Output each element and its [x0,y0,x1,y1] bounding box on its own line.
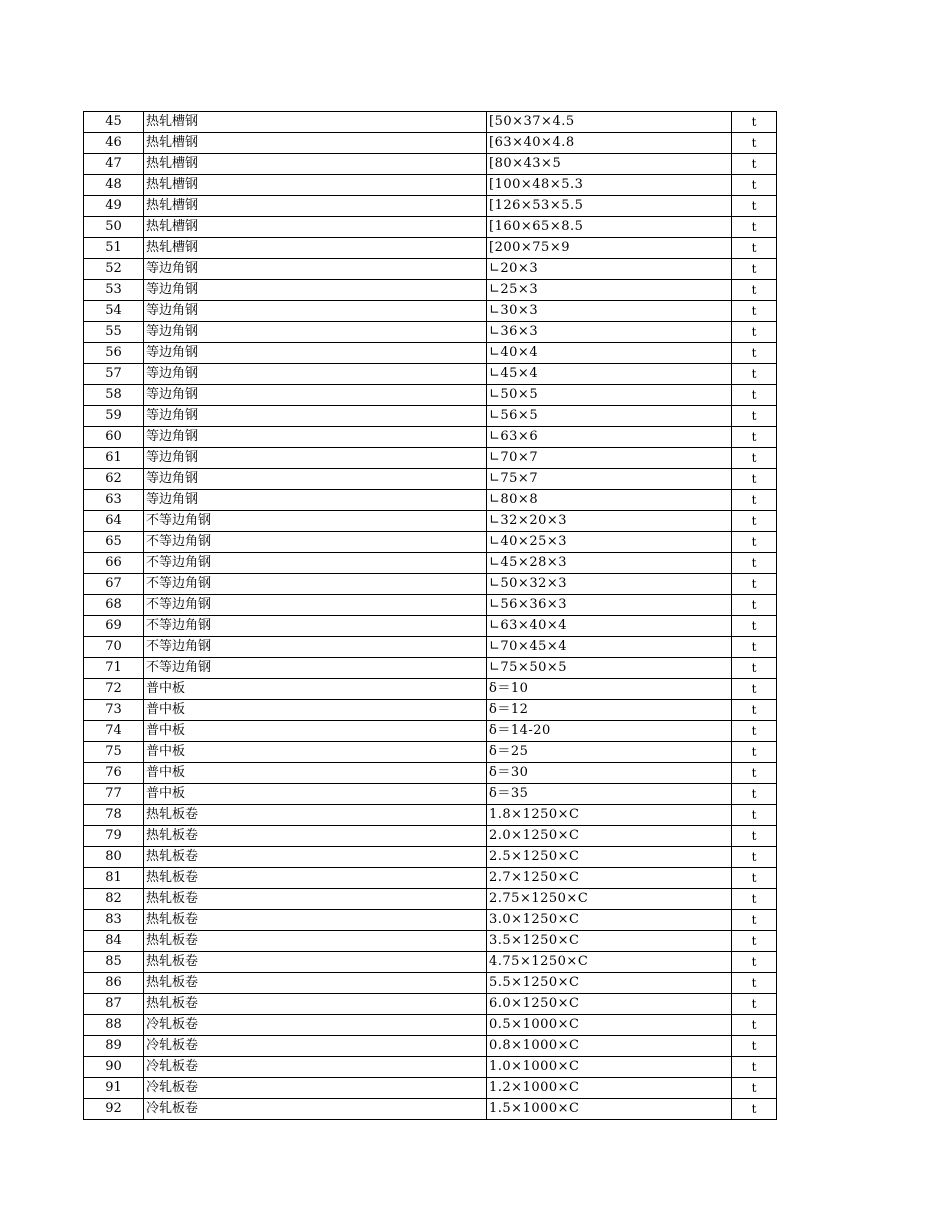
material-name-cell: 冷轧板卷 [144,1015,487,1036]
row-number-cell: 70 [84,637,144,658]
material-name-cell: 等边角钢 [144,322,487,343]
unit-cell: t [732,595,777,616]
unit-cell: t [732,763,777,784]
unit-cell: t [732,448,777,469]
table-row [84,553,777,574]
row-number-cell: 55 [84,322,144,343]
unit-cell: t [732,301,777,322]
specification-cell: δ＝12 [487,700,732,721]
row-number-cell: 64 [84,511,144,532]
table-row [84,658,777,679]
specification-cell: ∟63×40×4 [487,616,732,637]
row-number-cell: 58 [84,385,144,406]
row-number-cell: 92 [84,1099,144,1120]
material-name-cell: 等边角钢 [144,427,487,448]
material-name-cell: 热轧槽钢 [144,238,487,259]
table-row [84,763,777,784]
unit-cell: t [732,175,777,196]
unit-cell: t [732,112,777,133]
unit-cell: t [732,742,777,763]
row-number-cell: 60 [84,427,144,448]
unit-cell: t [732,364,777,385]
material-name-cell: 等边角钢 [144,343,487,364]
row-number-cell: 62 [84,469,144,490]
unit-cell: t [732,868,777,889]
specification-cell: 2.0×1250×C [487,826,732,847]
material-name-cell: 热轧板卷 [144,826,487,847]
row-number-cell: 84 [84,931,144,952]
unit-cell: t [732,1036,777,1057]
unit-cell: t [732,427,777,448]
table-row [84,175,777,196]
table-row [84,1057,777,1078]
row-number-cell: 83 [84,910,144,931]
unit-cell: t [732,385,777,406]
specification-cell: ∟75×50×5 [487,658,732,679]
material-name-cell: 等边角钢 [144,385,487,406]
material-name-cell: 不等边角钢 [144,511,487,532]
material-name-cell: 不等边角钢 [144,532,487,553]
row-number-cell: 59 [84,406,144,427]
material-name-cell: 等边角钢 [144,259,487,280]
table-row [84,805,777,826]
table-row [84,889,777,910]
specification-cell: 2.7×1250×C [487,868,732,889]
row-number-cell: 88 [84,1015,144,1036]
table-row [84,847,777,868]
unit-cell: t [732,994,777,1015]
unit-cell: t [732,658,777,679]
material-name-cell: 普中板 [144,742,487,763]
material-name-cell: 热轧板卷 [144,994,487,1015]
material-name-cell: 热轧板卷 [144,910,487,931]
table-row [84,280,777,301]
specification-cell: ∟63×6 [487,427,732,448]
unit-cell: t [732,532,777,553]
unit-cell: t [732,805,777,826]
material-name-cell: 等边角钢 [144,448,487,469]
specification-cell: ∟56×5 [487,406,732,427]
table-row [84,616,777,637]
unit-cell: t [732,1057,777,1078]
table-row [84,1036,777,1057]
row-number-cell: 85 [84,952,144,973]
table-row [84,1099,777,1120]
specification-cell: [63×40×4.8 [487,133,732,154]
material-name-cell: 不等边角钢 [144,658,487,679]
specification-cell: 0.8×1000×C [487,1036,732,1057]
unit-cell: t [732,826,777,847]
table-row [84,679,777,700]
table-row [84,1078,777,1099]
table-row [84,364,777,385]
table-row [84,154,777,175]
row-number-cell: 75 [84,742,144,763]
table-row [84,259,777,280]
material-name-cell: 热轧槽钢 [144,154,487,175]
row-number-cell: 71 [84,658,144,679]
material-name-cell: 热轧板卷 [144,805,487,826]
specification-cell: [160×65×8.5 [487,217,732,238]
material-name-cell: 不等边角钢 [144,553,487,574]
unit-cell: t [732,931,777,952]
unit-cell: t [732,700,777,721]
table-row [84,196,777,217]
row-number-cell: 51 [84,238,144,259]
row-number-cell: 81 [84,868,144,889]
specification-cell: 1.5×1000×C [487,1099,732,1120]
specification-cell: ∟40×25×3 [487,532,732,553]
table-row [84,469,777,490]
row-number-cell: 78 [84,805,144,826]
specification-cell: 3.0×1250×C [487,910,732,931]
table-row [84,343,777,364]
row-number-cell: 45 [84,112,144,133]
material-name-cell: 热轧槽钢 [144,175,487,196]
table-row [84,742,777,763]
specification-cell: 0.5×1000×C [487,1015,732,1036]
table-row [84,511,777,532]
table-row [84,700,777,721]
specification-cell: δ＝10 [487,679,732,700]
specification-cell: [126×53×5.5 [487,196,732,217]
table-row [84,448,777,469]
material-name-cell: 普中板 [144,679,487,700]
unit-cell: t [732,259,777,280]
table-row [84,112,777,133]
unit-cell: t [732,784,777,805]
specification-cell: 6.0×1250×C [487,994,732,1015]
table-row [84,490,777,511]
unit-cell: t [732,847,777,868]
row-number-cell: 72 [84,679,144,700]
material-name-cell: 不等边角钢 [144,574,487,595]
row-number-cell: 50 [84,217,144,238]
table-body [84,112,777,1120]
table-row [84,238,777,259]
specification-cell: ∟50×5 [487,385,732,406]
material-name-cell: 热轧板卷 [144,973,487,994]
specification-cell: [80×43×5 [487,154,732,175]
material-name-cell: 热轧板卷 [144,889,487,910]
unit-cell: t [732,238,777,259]
unit-cell: t [732,322,777,343]
unit-cell: t [732,574,777,595]
specification-cell: ∟25×3 [487,280,732,301]
specification-cell: 5.5×1250×C [487,973,732,994]
specification-cell: ∟30×3 [487,301,732,322]
unit-cell: t [732,637,777,658]
material-name-cell: 热轧槽钢 [144,112,487,133]
unit-cell: t [732,721,777,742]
table-row [84,574,777,595]
unit-cell: t [732,490,777,511]
material-name-cell: 冷轧板卷 [144,1057,487,1078]
row-number-cell: 74 [84,721,144,742]
material-name-cell: 普中板 [144,784,487,805]
specification-cell: 1.2×1000×C [487,1078,732,1099]
specification-cell: ∟20×3 [487,259,732,280]
material-name-cell: 热轧板卷 [144,952,487,973]
table-row [84,1015,777,1036]
table-row [84,784,777,805]
row-number-cell: 66 [84,553,144,574]
row-number-cell: 48 [84,175,144,196]
row-number-cell: 79 [84,826,144,847]
material-name-cell: 等边角钢 [144,301,487,322]
steel-spec-table [83,111,777,1120]
unit-cell: t [732,133,777,154]
unit-cell: t [732,889,777,910]
table-row [84,826,777,847]
material-name-cell: 等边角钢 [144,364,487,385]
material-name-cell: 普中板 [144,700,487,721]
material-name-cell: 等边角钢 [144,469,487,490]
table-row [84,931,777,952]
row-number-cell: 86 [84,973,144,994]
table-row [84,532,777,553]
row-number-cell: 49 [84,196,144,217]
specification-cell: [100×48×5.3 [487,175,732,196]
material-name-cell: 不等边角钢 [144,595,487,616]
specification-cell: 3.5×1250×C [487,931,732,952]
row-number-cell: 89 [84,1036,144,1057]
row-number-cell: 68 [84,595,144,616]
unit-cell: t [732,910,777,931]
specification-cell: ∟56×36×3 [487,595,732,616]
row-number-cell: 56 [84,343,144,364]
material-name-cell: 热轧板卷 [144,847,487,868]
unit-cell: t [732,343,777,364]
row-number-cell: 80 [84,847,144,868]
specification-cell: ∟45×4 [487,364,732,385]
material-name-cell: 热轧板卷 [144,868,487,889]
specification-cell: ∟32×20×3 [487,511,732,532]
specification-cell: ∟70×45×4 [487,637,732,658]
unit-cell: t [732,406,777,427]
specification-cell: δ＝25 [487,742,732,763]
row-number-cell: 69 [84,616,144,637]
row-number-cell: 61 [84,448,144,469]
row-number-cell: 82 [84,889,144,910]
material-name-cell: 普中板 [144,763,487,784]
unit-cell: t [732,616,777,637]
material-name-cell: 冷轧板卷 [144,1078,487,1099]
specification-cell: ∟50×32×3 [487,574,732,595]
specification-cell: δ＝14-20 [487,721,732,742]
unit-cell: t [732,553,777,574]
unit-cell: t [732,679,777,700]
material-name-cell: 普中板 [144,721,487,742]
material-name-cell: 热轧板卷 [144,931,487,952]
specification-cell: ∟70×7 [487,448,732,469]
unit-cell: t [732,154,777,175]
material-name-cell: 不等边角钢 [144,637,487,658]
table-row [84,322,777,343]
table-row [84,427,777,448]
row-number-cell: 77 [84,784,144,805]
row-number-cell: 63 [84,490,144,511]
table-row [84,385,777,406]
row-number-cell: 46 [84,133,144,154]
unit-cell: t [732,973,777,994]
specification-cell: [200×75×9 [487,238,732,259]
specification-cell: ∟75×7 [487,469,732,490]
row-number-cell: 53 [84,280,144,301]
table-row [84,973,777,994]
unit-cell: t [732,469,777,490]
unit-cell: t [732,1015,777,1036]
row-number-cell: 57 [84,364,144,385]
specification-cell: 4.75×1250×C [487,952,732,973]
unit-cell: t [732,1099,777,1120]
material-name-cell: 热轧槽钢 [144,133,487,154]
specification-cell: ∟40×4 [487,343,732,364]
material-name-cell: 等边角钢 [144,406,487,427]
specification-cell: ∟36×3 [487,322,732,343]
row-number-cell: 47 [84,154,144,175]
row-number-cell: 52 [84,259,144,280]
specification-cell: δ＝30 [487,763,732,784]
table-row [84,595,777,616]
specification-cell: 2.5×1250×C [487,847,732,868]
row-number-cell: 73 [84,700,144,721]
table-row [84,301,777,322]
table-row [84,721,777,742]
row-number-cell: 90 [84,1057,144,1078]
specification-cell: 1.8×1250×C [487,805,732,826]
row-number-cell: 54 [84,301,144,322]
row-number-cell: 87 [84,994,144,1015]
material-name-cell: 冷轧板卷 [144,1099,487,1120]
specification-cell: 2.75×1250×C [487,889,732,910]
specification-cell: 1.0×1000×C [487,1057,732,1078]
unit-cell: t [732,1078,777,1099]
table-row [84,952,777,973]
specification-cell: [50×37×4.5 [487,112,732,133]
table-row [84,910,777,931]
material-name-cell: 热轧槽钢 [144,196,487,217]
table-row [84,994,777,1015]
row-number-cell: 67 [84,574,144,595]
material-name-cell: 等边角钢 [144,280,487,301]
table-row [84,637,777,658]
unit-cell: t [732,511,777,532]
table-row [84,133,777,154]
material-name-cell: 不等边角钢 [144,616,487,637]
unit-cell: t [732,196,777,217]
material-name-cell: 冷轧板卷 [144,1036,487,1057]
material-name-cell: 等边角钢 [144,490,487,511]
row-number-cell: 91 [84,1078,144,1099]
table-row [84,406,777,427]
specification-cell: ∟80×8 [487,490,732,511]
table-row [84,217,777,238]
row-number-cell: 76 [84,763,144,784]
unit-cell: t [732,217,777,238]
specification-cell: δ＝35 [487,784,732,805]
table-row [84,868,777,889]
row-number-cell: 65 [84,532,144,553]
unit-cell: t [732,952,777,973]
unit-cell: t [732,280,777,301]
specification-cell: ∟45×28×3 [487,553,732,574]
material-name-cell: 热轧槽钢 [144,217,487,238]
